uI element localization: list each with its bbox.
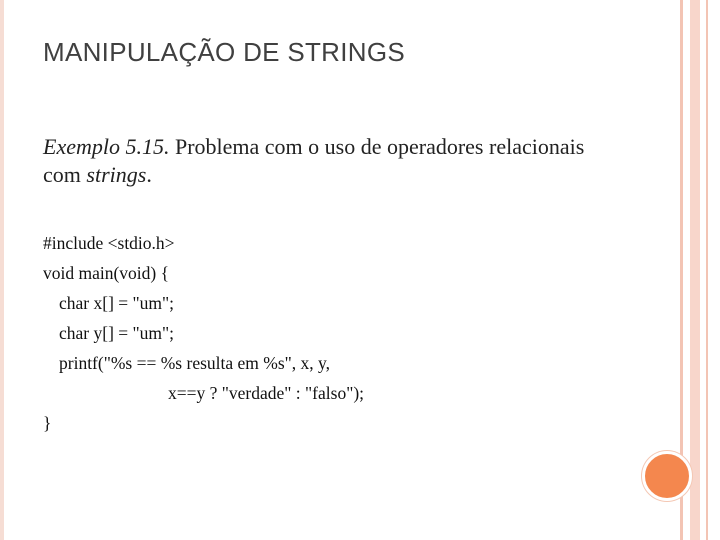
code-line: char y[] = "um"; [59,323,175,343]
code-line: printf("%s == %s resulta em %s", x, y, [59,353,331,373]
example-text-italic: strings [86,162,147,187]
example-label: Exemplo 5.15. [43,134,170,159]
decorative-circle-icon [642,451,692,501]
code-line: char x[] = "um"; [59,293,175,313]
example-text-end: . [146,162,152,187]
code-line: } [43,413,52,433]
border-line [690,0,700,540]
left-border-line [0,0,4,540]
border-line [706,0,708,540]
code-line: x==y ? "verdade" : "falso"); [168,383,365,403]
example-description [43,133,603,189]
code-line: void main(void) { [43,263,170,283]
example-text: Problema com o uso de operadores relacionais com [43,134,585,187]
code-block [43,228,364,438]
code-line: #include <stdio.h> [43,233,175,253]
slide-title: MANIPULAÇÃO DE STRINGS [43,37,405,67]
